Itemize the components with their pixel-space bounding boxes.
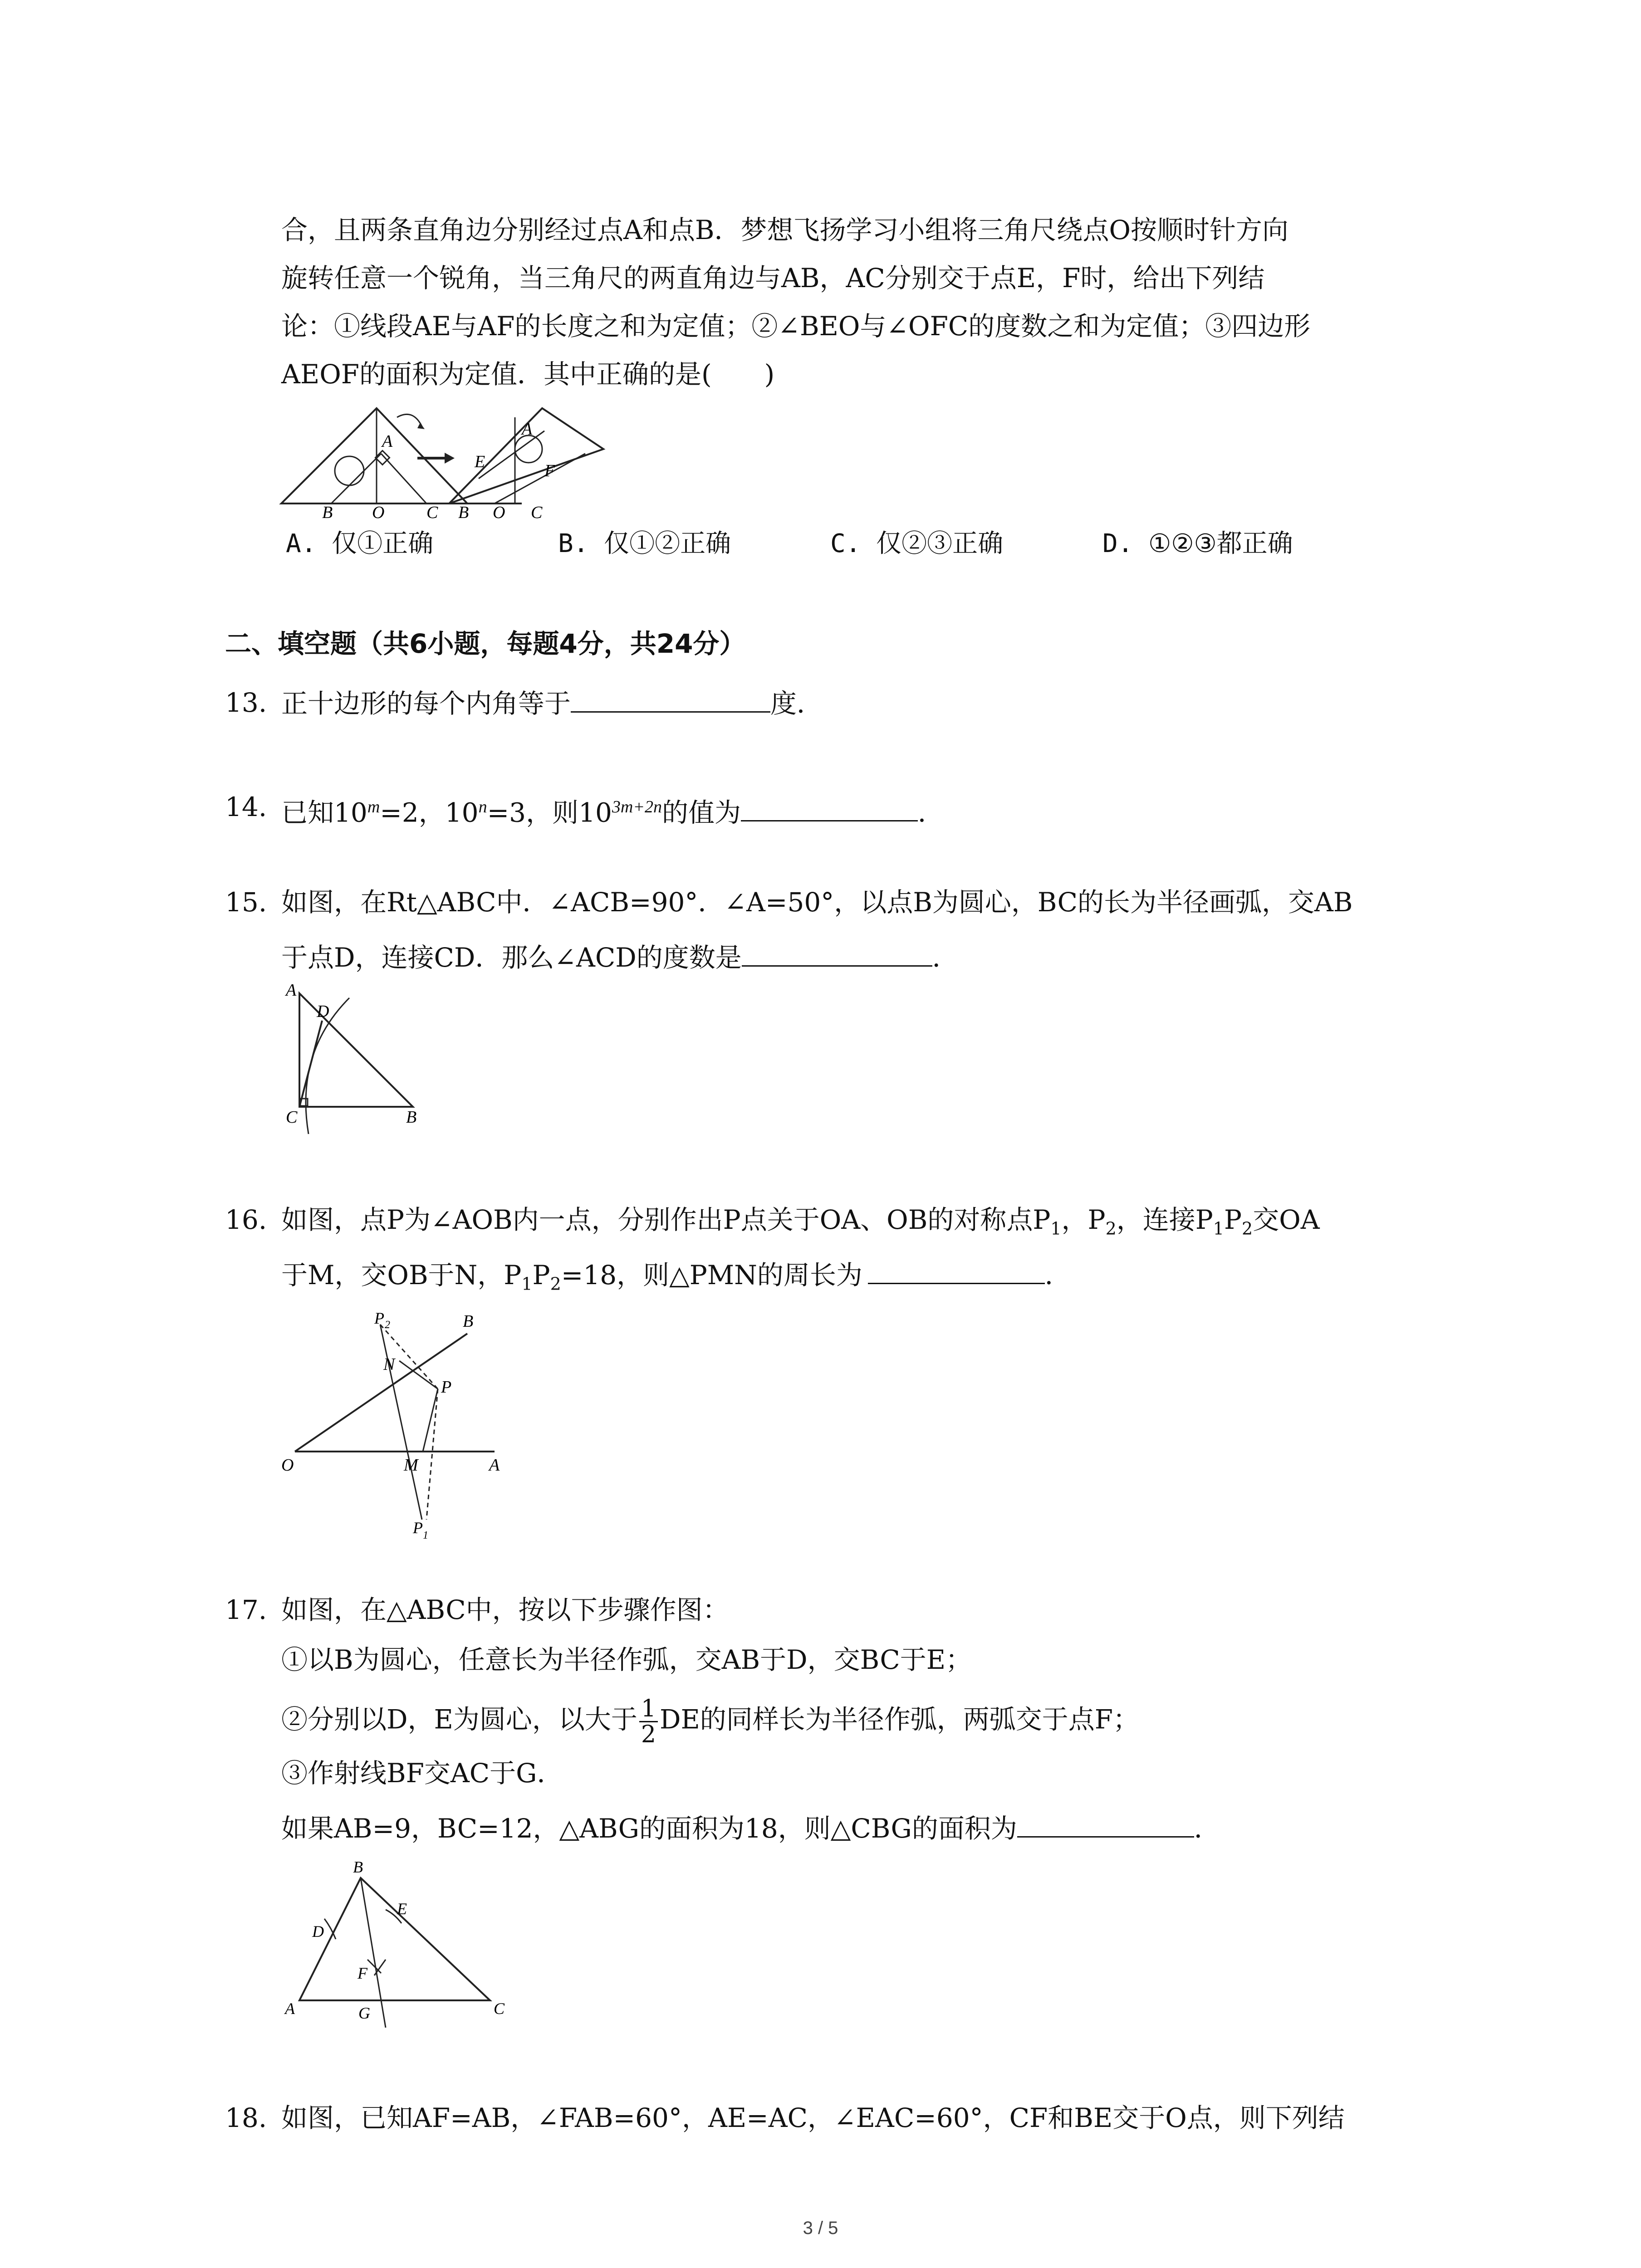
q12-option-b[interactable]: B. 仅①②正确 (558, 529, 731, 558)
q12-option-c[interactable]: C. 仅②③正确 (830, 529, 1004, 558)
q16-line1-a: 如图，点P为∠AOB内一点，分别作出P点关于OA、OB的对称点P (281, 1204, 1051, 1235)
q16-label-o: O (281, 1456, 294, 1475)
q16-figure (277, 1306, 531, 1542)
q12-label-a1: A (382, 432, 393, 451)
q16-line1 (281, 1202, 1320, 1246)
q17-line1: 如图，在△ABC中，按以下步骤作图： (281, 1594, 729, 1625)
q17-frac-den: 2 (641, 1721, 656, 1748)
q16-label-a: A (489, 1456, 500, 1475)
q12-label-a2: A (522, 420, 533, 439)
q12-label-b1: B (322, 503, 333, 522)
q17-label-d: D (312, 1922, 324, 1941)
q16-label-p1-sub: 1 (423, 1530, 428, 1541)
q12-label-c1: C (426, 503, 438, 522)
section-heading: 二、填空题（共6小题，每题4分，共24分） (225, 628, 746, 659)
q13-post: 度． (770, 688, 823, 719)
q13-text (281, 685, 823, 721)
q17-label-f: F (358, 1964, 367, 1982)
q12-label-o2: O (493, 503, 505, 522)
q16-sub3: 1 (1213, 1218, 1224, 1239)
q14-text (281, 789, 944, 830)
q17-number: 17. (225, 1594, 267, 1625)
q14-pre: 已知10 (281, 797, 367, 828)
q17-step2 (281, 1696, 1139, 1747)
q12-label-b2: B (458, 503, 469, 522)
q16-label-p2-sub: 2 (385, 1319, 390, 1331)
q14-post-pre: 的值为 (661, 797, 741, 828)
q12-label-c2: C (531, 503, 543, 522)
q16-label-p1: P (413, 1519, 423, 1537)
q17-step2-post: DE的同样长为半径作弧，两弧交于点F； (659, 1704, 1140, 1735)
q14-answer-blank[interactable] (741, 794, 918, 821)
q15-label-d: D (317, 1002, 329, 1021)
q12-option-d[interactable]: D. ①②③都正确 (1102, 529, 1293, 558)
q16-label-n: N (383, 1355, 395, 1374)
q13-answer-blank[interactable] (571, 685, 770, 713)
q12-line1: 合，且两条直角边分别经过点A和点B．梦想飞扬学习小组将三角尺绕点O按顺时针方向 (281, 215, 1289, 245)
q18-line1: 如图，已知AF=AB，∠FAB=60°，AE=AC，∠EAC=60°，CF和BE交于O点，则下列结 (281, 2102, 1345, 2133)
q15-number: 15. (225, 887, 267, 918)
q16-line2-sub1: 1 (521, 1274, 533, 1294)
q16-line2-post: ． (1044, 1260, 1071, 1290)
q14-exp-3m2n: 3m+2n (612, 797, 662, 816)
q14-mid2: =3，则10 (487, 797, 612, 828)
q12-figure (277, 399, 612, 522)
q16-line1-e: 交OA (1253, 1204, 1320, 1235)
q15-answer-blank[interactable] (742, 939, 932, 967)
q17-step1: ①以B为圆心，任意长为半径作弧，交AB于D，交BC于E； (281, 1644, 972, 1675)
q16-sub2: 2 (1105, 1218, 1117, 1239)
q16-label-p: P (441, 1378, 452, 1397)
q15-line1: 如图，在Rt△ABC中．∠ACB=90°．∠A=50°，以点B为圆心，BC的长为半径画弧，交AB (281, 887, 1353, 918)
q14-number: 14. (225, 792, 267, 822)
q17-answer-blank[interactable] (1017, 1810, 1194, 1838)
q16-line1-b: ，P (1061, 1204, 1106, 1235)
q12-option-a[interactable]: A. 仅①正确 (286, 529, 434, 558)
q17-frac-num: 1 (639, 1696, 658, 1722)
q17-label-b: B (353, 1858, 363, 1876)
q14-post: ． (918, 797, 945, 828)
q14-exp-n: n (478, 797, 487, 816)
q16-line2-sub2: 2 (550, 1274, 561, 1294)
q17-label-a: A (285, 1999, 295, 2018)
q12-label-e2: E (475, 452, 485, 471)
q14-exp-m: m (367, 797, 380, 816)
q13-pre: 正十边形的每个内角等于 (281, 688, 571, 719)
q15-line2-post: ． (932, 942, 959, 973)
q12-line4: AEOF的面积为定值．其中正确的是( ) (281, 359, 775, 390)
q16-sub4: 2 (1242, 1218, 1253, 1239)
q15-label-c: C (286, 1108, 298, 1127)
q17-line5-post: ． (1194, 1813, 1220, 1844)
q16-label-m: M (404, 1456, 418, 1475)
q15-label-a: A (286, 981, 297, 1000)
q17-step2-pre: ②分别以D，E为圆心，以大于 (281, 1704, 637, 1735)
q16-line2-a: 于M，交OB于N，P (281, 1260, 522, 1290)
q16-line2 (281, 1256, 1071, 1302)
q15-label-b: B (406, 1108, 417, 1127)
q14-mid1: =2，10 (380, 797, 479, 828)
q17-figure (277, 1851, 531, 2032)
q16-line2-b: P (532, 1260, 550, 1290)
q16-sub1: 1 (1050, 1218, 1062, 1239)
q16-line2-c: =18，则△PMN的周长为 (561, 1260, 862, 1290)
q16-number: 16. (225, 1204, 267, 1235)
q17-label-c: C (494, 1999, 505, 2018)
q13-number: 13. (225, 687, 267, 718)
q16-label-b: B (463, 1312, 474, 1331)
q17-label-e: E (397, 1900, 407, 1918)
q17-label-g: G (358, 2004, 370, 2022)
q12-label-f2: F (544, 461, 555, 480)
q16-answer-blank[interactable] (868, 1256, 1045, 1284)
q15-line2-pre: 于点D，连接CD．那么∠ACD的度数是 (281, 942, 742, 973)
q12-label-o1: O (372, 503, 385, 522)
q17-line5 (281, 1810, 1220, 1846)
q17-step3: ③作射线BF交AC于G． (281, 1758, 563, 1789)
q17-line5-pre: 如果AB=9，BC=12，△ABG的面积为18，则△CBG的面积为 (281, 1813, 1017, 1844)
q16-line1-d: P (1224, 1204, 1242, 1235)
q17-fraction (639, 1696, 658, 1747)
q12-line3: 论：①线段AE与AF的长度之和为定值；②∠BEO与∠OFC的度数之和为定值；③四边形 (281, 311, 1311, 342)
q15-figure (277, 980, 440, 1143)
q12-line2: 旋转任意一个锐角，当三角尺的两直角边与AB，AC分别交于点E，F时，给出下列结 (281, 263, 1265, 293)
q18-number: 18. (225, 2102, 267, 2133)
q16-line1-c: ，连接P (1116, 1204, 1213, 1235)
q16-label-p2: P (374, 1309, 384, 1327)
page-number: 3 / 5 (803, 2218, 838, 2238)
q15-line2 (281, 939, 959, 975)
